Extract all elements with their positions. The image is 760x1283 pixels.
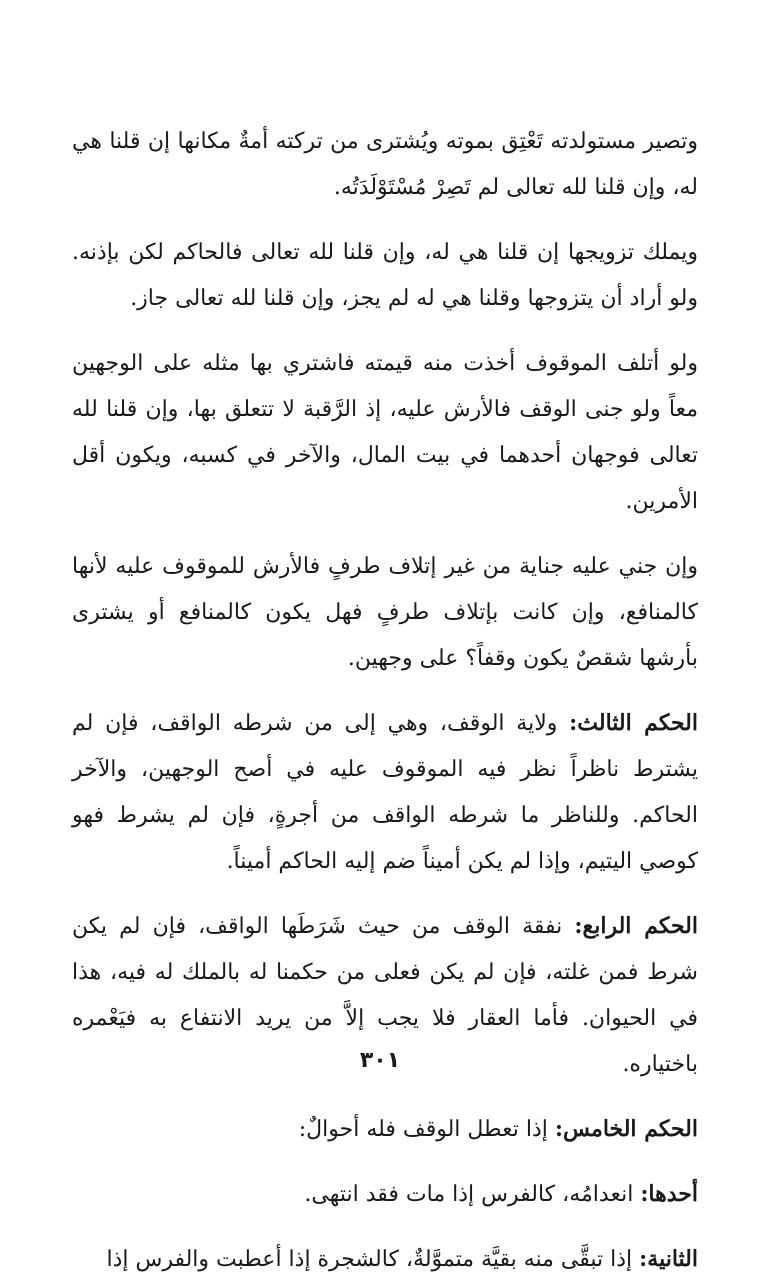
paragraph-text: نفقة الوقف من حيث شَرَطَها الواقف، فإن لم يكن شرط فمن غلته، فإن لم يكن فعلى من حكمنا له بالملك له فيه، هذا في الحيوان. فأما العقار فلا يجب إلاَّ من يريد الانتفاع به فيَعْمره باختياره. [72,914,698,1077]
paragraph-text: إذا تعطل الوقف فله أحوالٌ: [298,1117,555,1142]
paragraph-text: ولو أتلف الموقوف أخذت منه قيمته فاشتري بها مثله على الوجهين معاً ولو جنى الوقف فالأرش عليه، إذ الرَّقبة لا تتعلق بها، وإن قلنا لله تعالى فوجهان أحدهما في بيت المال، والآخر في كسبه، ويكون أقل الأمرين. [72,351,698,514]
paragraph [72,543,698,682]
paragraph [72,1171,698,1218]
paragraph [72,118,698,211]
paragraph [72,1236,698,1283]
paragraph-text: ويملك تزويجها إن قلنا هي له، وإن قلنا لله تعالى فالحاكم لكن بإذنه. ولو أراد أن يتزوجها وقلنا هي له لم يجز، وإن قلنا لله تعالى جاز. [72,240,698,311]
paragraph [72,700,698,885]
paragraph-text: ولاية الوقف، وهي إلى من شرطه الواقف، فإن لم يشترط ناظراً نظر فيه الموقوف عليه في أصح الوجهين، والآخر الحاكم. وللناظر ما شرطه الواقف من أجرةٍ، فإن لم يشرط فهو كوصي اليتيم، وإذا لم يكن أميناً ضم إليه الحاكم أميناً. [72,711,698,874]
paragraph-text: انعدامُه، كالفرس إذا مات فقد انتهى. [304,1182,641,1207]
paragraph-lead: أحدها: [640,1181,698,1207]
paragraph-lead: الحكم الخامس: [554,1116,698,1142]
paragraph [72,340,698,525]
paragraph-lead: الثانية: [639,1246,698,1272]
page-body [72,118,698,1283]
paragraph-text: إذا تبقَّى منه بقيَّة متموَّلةٌ، كالشجرة إذا أعطبت والفرس إذا [106,1247,640,1272]
page-number: ٣٠١ [359,1048,401,1073]
paragraph [72,1106,698,1153]
paragraph-lead: الحكم الرابع: [574,913,698,939]
paragraph-lead: الحكم الثالث: [569,710,698,736]
paragraph-text: وإن جني عليه جناية من غير إتلاف طرفٍ فالأرش للموقوف عليه لأنها كالمنافع، وإن كانت بإتلاف طرفٍ فهل يكون كالمنافع أو يشترى بأرشها شقصٌ يكون وقفاً؟ على وجهين. [72,554,698,671]
paragraph [72,229,698,322]
paragraph-text: وتصير مستولدته تَعْتِق بموته ويُشترى من تركته أمةٌ مكانها إن قلنا هي له، وإن قلنا لله تعالى لم تَصِرْ مُسْتَوْلَدَتُه. [72,129,698,200]
